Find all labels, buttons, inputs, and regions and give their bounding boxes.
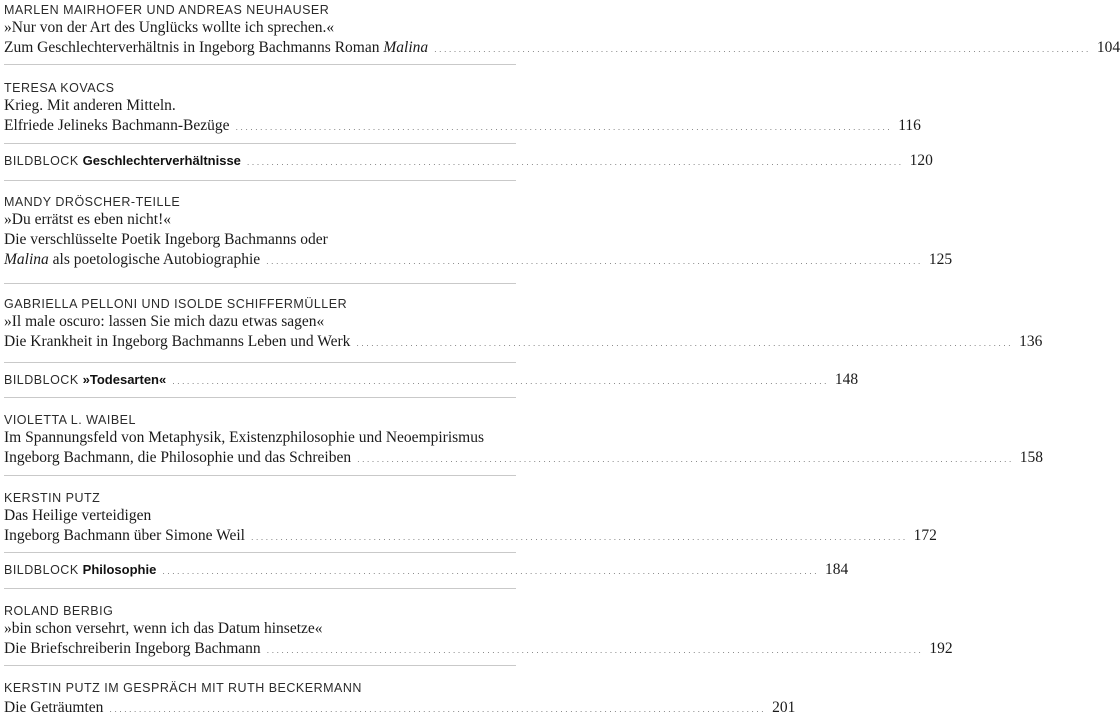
leader-dots: ...................................................................................................................................... [109,704,767,714]
leader-dots: ...................................................................................................................................... [434,44,1091,54]
toc-entry[interactable] [4,666,796,720]
entry-author: MARLEN MAIRHOFER UND ANDREAS NEUHAUSER [4,3,330,17]
page-number: 120 [909,152,933,169]
page-number: 104 [1096,39,1120,56]
entry-subtitle-cont: Malina als poetologische Autobiographie [4,251,261,268]
entry-author: KERSTIN PUTZ IM GESPRÄCH MIT RUTH BECKERMANN [4,681,362,695]
toc-entry-bildblock[interactable] [4,144,933,181]
toc-entry-bildblock[interactable] [4,363,859,398]
toc-entry[interactable] [4,181,953,284]
bildblock-row [4,561,849,579]
leader-dots: ...................................................................................................................................... [172,376,829,386]
page-number: 158 [1019,449,1044,466]
entry-subtitle-italic: Malina [4,251,49,268]
leader-dots: ...................................................................................................................................... [246,157,904,167]
table-of-contents [4,0,1120,720]
entry-author: TERESA KOVACS [4,81,115,95]
entry-subtitle-row [4,332,1043,352]
page-number: 184 [825,561,849,578]
leader-dots: ...................................................................................................................................... [266,256,923,266]
page-number: 192 [929,640,953,657]
toc-entry[interactable] [4,398,1044,476]
bildblock-title: Geschlechterverhältnisse [82,153,241,168]
entry-title: Krieg. Mit anderen Mitteln. [4,97,176,114]
bildblock-label: BILDBLOCK »Todesarten« [4,372,167,387]
toc-entry[interactable] [4,589,953,666]
page-number: 116 [898,117,921,134]
entry-subtitle: Die verschlüsselte Poetik Ingeborg Bachmanns oder [4,231,328,248]
entry-title: »bin schon versehrt, wenn ich das Datum hinsetze« [4,620,323,637]
page-number: 125 [928,251,953,268]
entry-subtitle-row [4,38,1120,58]
entry-subtitle-row [4,250,953,270]
leader-dots: ...................................................................................................................................... [162,566,819,576]
entry-author: VIOLETTA L. WAIBEL [4,413,136,427]
leader-dots: ...................................................................................................................................... [266,645,924,655]
page-number: 201 [772,699,796,716]
entry-author: KERSTIN PUTZ [4,491,101,505]
bildblock-title: Philosophie [82,562,157,577]
bildblock-title: »Todesarten« [82,372,167,387]
leader-dots: ...................................................................................................................................... [235,122,893,132]
entry-subtitle-row [4,448,1044,468]
bildblock-label: BILDBLOCK Philosophie [4,562,157,577]
leader-dots: ...................................................................................................................................... [356,338,1014,348]
toc-entry-bildblock[interactable] [4,553,849,589]
page-number: 136 [1019,333,1043,350]
page-number: 148 [834,371,859,388]
entry-author: GABRIELLA PELLONI UND ISOLDE SCHIFFERMÜLLER [4,297,348,311]
entry-title: »Du errätst es eben nicht!« [4,211,171,228]
bildblock-row [4,152,933,170]
toc-entry[interactable] [4,0,1120,65]
page-number: 172 [913,527,937,544]
entry-author: ROLAND BERBIG [4,604,114,618]
entry-title: Im Spannungsfeld von Metaphysik, Existenzphilosophie und Neoempirismus [4,429,485,446]
entry-subtitle-row [4,526,937,546]
entry-subtitle: Elfriede Jelineks Bachmann-Bezüge [4,117,230,134]
leader-dots: ...................................................................................................................................... [250,532,908,542]
toc-entry[interactable] [4,65,921,144]
entry-subtitle: Ingeborg Bachmann, die Philosophie und das Schreiben [4,449,352,466]
entry-subtitle-row [4,639,953,659]
toc-entry[interactable] [4,476,937,553]
entry-subtitle-row [4,116,921,136]
entry-title: Das Heilige verteidigen [4,507,152,524]
entry-subtitle: Zum Geschlechterverhältnis in Ingeborg Bachmanns Roman Malina [4,39,429,56]
entry-title: Die Geträumten [4,699,104,716]
entry-author: MANDY DRÖSCHER-TEILLE [4,195,181,209]
entry-subtitle: Die Krankheit in Ingeborg Bachmanns Leben und Werk [4,333,351,350]
entry-title: »Il male oscuro: lassen Sie mich dazu etwas sagen« [4,313,325,330]
entry-subtitle: Ingeborg Bachmann über Simone Weil [4,527,245,544]
entry-subtitle-italic: Malina [383,39,429,56]
entry-subtitle: Die Briefschreiberin Ingeborg Bachmann [4,640,261,657]
entry-title-row [4,698,796,718]
leader-dots: ...................................................................................................................................... [357,454,1014,464]
bildblock-row [4,371,859,389]
toc-entry[interactable] [4,284,1043,363]
entry-title: »Nur von der Art des Unglücks wollte ich sprechen.« [4,19,335,36]
bildblock-label: BILDBLOCK Geschlechterverhältnisse [4,153,241,168]
